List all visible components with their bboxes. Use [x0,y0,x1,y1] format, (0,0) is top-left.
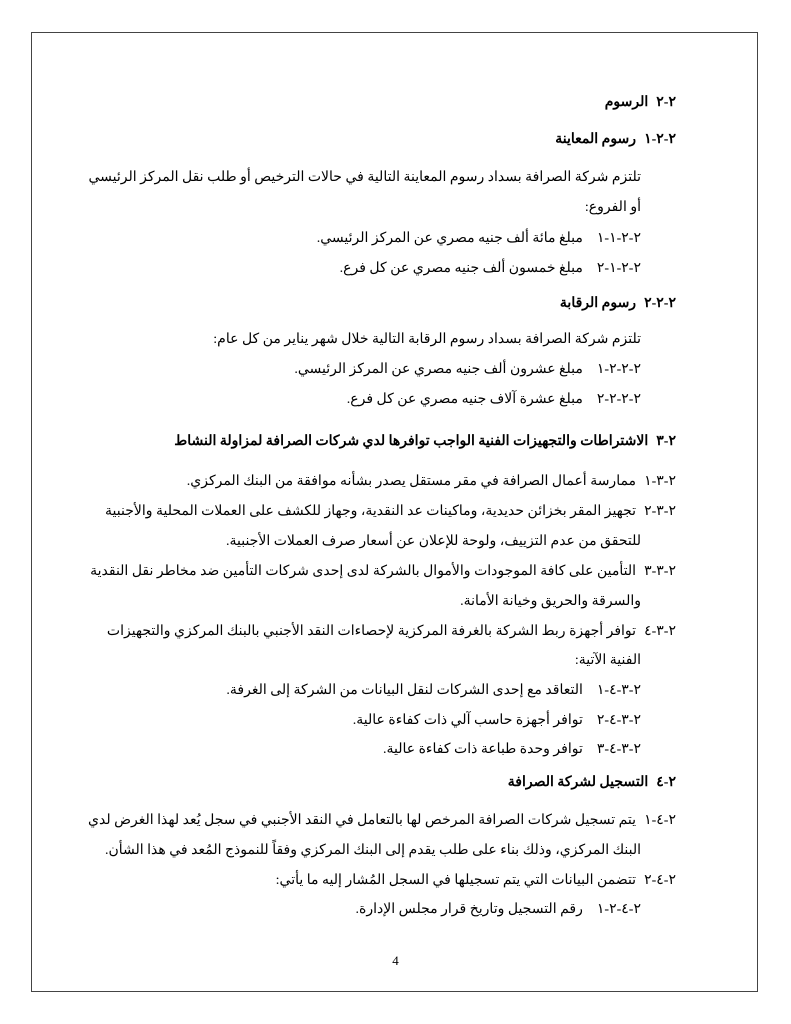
list-item-number: ٢-٢-١-٢ [596,261,641,276]
list-item [294,361,641,379]
list-item-text: رقم التسجيل وتاريخ قرار مجلس الإدارة. [355,902,583,917]
section-title: الرسوم [604,95,649,110]
list-item-continuation: للتحقق من عدم التزييف، ولوحة للإعلان عن أسعار صرف العملات الأجنبية. [226,534,641,549]
list-item [187,473,676,491]
list-item-text: تتضمن البيانات التي يتم تسجيلها في السجل المُشار إليه ما يأتي: [275,873,637,888]
list-item-text: التأمين على كافة الموجودات والأموال بالشركة لدى إحدى شركات التأمين ضد مخاطر نقل النقدية [90,564,637,579]
section-number: ٢-٣ [656,434,676,449]
list-item [347,391,641,409]
list-item-text: يتم تسجيل شركات الصرافة المرخص لها بالتعامل في النقد الأجنبي في سجل يُعد لهذا الغرض لدي [88,813,637,828]
list-item [107,623,676,641]
list-item-text: التعاقد مع إحدى الشركات لنقل البيانات من الشركة إلى الغرفة. [226,683,583,698]
page-number: 4 [392,953,399,968]
sub-list-item [353,712,641,730]
list-item [105,503,676,521]
list-item [340,260,641,278]
list-item [88,812,676,830]
list-item-continuation: الفنية الآتية: [574,653,641,668]
subsection-heading [560,295,676,313]
list-item-number: ٢-٢-٢-١ [596,362,641,377]
list-item [90,563,676,581]
list-item-number: ٢-٢-٢-٢ [596,392,641,407]
list-item-number: ٢-٣-٢ [644,504,676,519]
list-item-number: ٢-٤-٢-١ [596,902,641,917]
list-item-number: ٢-٣-١ [644,474,676,489]
list-item-text: مبلغ خمسون ألف جنيه مصري عن كل فرع. [339,261,583,276]
sub-list-item [356,901,641,919]
subsection-number: ٢-٢-١ [644,132,676,147]
subsection-title: رسوم الرقابة [559,296,637,311]
list-item-continuation: والسرقة والحريق وخيانة الأمانة. [460,594,641,609]
section-heading [605,94,676,112]
section-heading [508,774,676,792]
paragraph-line: تلتزم شركة الصرافة بسداد رسوم الرقابة التالية خلال شهر يناير من كل عام: [213,332,641,347]
sub-list-item [226,682,641,700]
list-item-number: ٢-٣-٤-٣ [596,742,641,757]
section-number: ٢-٤ [656,775,676,790]
section-number: ٢-٢ [656,95,676,110]
sub-list-item [383,741,641,759]
list-item-number: ٢-٤-١ [644,813,676,828]
list-item-number: ٢-٣-٣ [644,564,676,579]
list-item-text: توافر وحدة طباعة ذات كفاءة عالية. [382,742,583,757]
list-item-number: ٢-٤-٢ [644,873,676,888]
subsection-heading [555,131,676,149]
section-title: التسجيل لشركة الصرافة [507,775,649,790]
list-item-text: تجهيز المقر بخزائن حديدية، وماكينات عد النقدية، وجهاز للكشف على العملات المحلية والأجنبية [105,504,637,519]
subsection-number: ٢-٢-٢ [644,296,676,311]
list-item-number: ٢-٣-٤ [644,624,676,639]
list-item-text: مبلغ عشرة آلاف جنيه مصري عن كل فرع. [346,392,583,407]
section-heading [174,433,676,451]
list-item [276,872,676,890]
list-item-text: مبلغ مائة ألف جنيه مصري عن المركز الرئيسي. [316,231,583,246]
list-item-number: ٢-٣-٤-٢ [596,713,641,728]
list-item-number: ٢-٢-١-١ [596,231,641,246]
list-item-text: توافر أجهزة حاسب آلي ذات كفاءة عالية. [352,713,583,728]
section-title: الاشتراطات والتجهيزات الفنية الواجب توافرها لدي شركات الصرافة لمزاولة النشاط [174,434,649,449]
list-item-text: توافر أجهزة ربط الشركة بالغرفة المركزية لإحصاءات النقد الأجنبي بالبنك المركزي والتجهيزات [106,624,637,639]
list-item [317,230,641,248]
list-item-number: ٢-٣-٤-١ [596,683,641,698]
paragraph-line: أو الفروع: [584,200,641,215]
subsection-title: رسوم المعاينة [555,132,637,147]
paragraph-line: تلتزم شركة الصرافة بسداد رسوم المعاينة التالية في حالات الترخيص أو طلب نقل المركز الرئيسي [88,170,641,185]
list-item-continuation: البنك المركزي، وذلك بناء على طلب يقدم إلى البنك المركزي وفقاً للنموذج المُعد في هذا الشأن. [104,843,641,858]
list-item-text: مبلغ عشرون ألف جنيه مصري عن المركز الرئيسي. [294,362,583,377]
list-item-text: ممارسة أعمال الصرافة في مقر مستقل يصدر بشأنه موافقة من البنك المركزي. [186,474,637,489]
